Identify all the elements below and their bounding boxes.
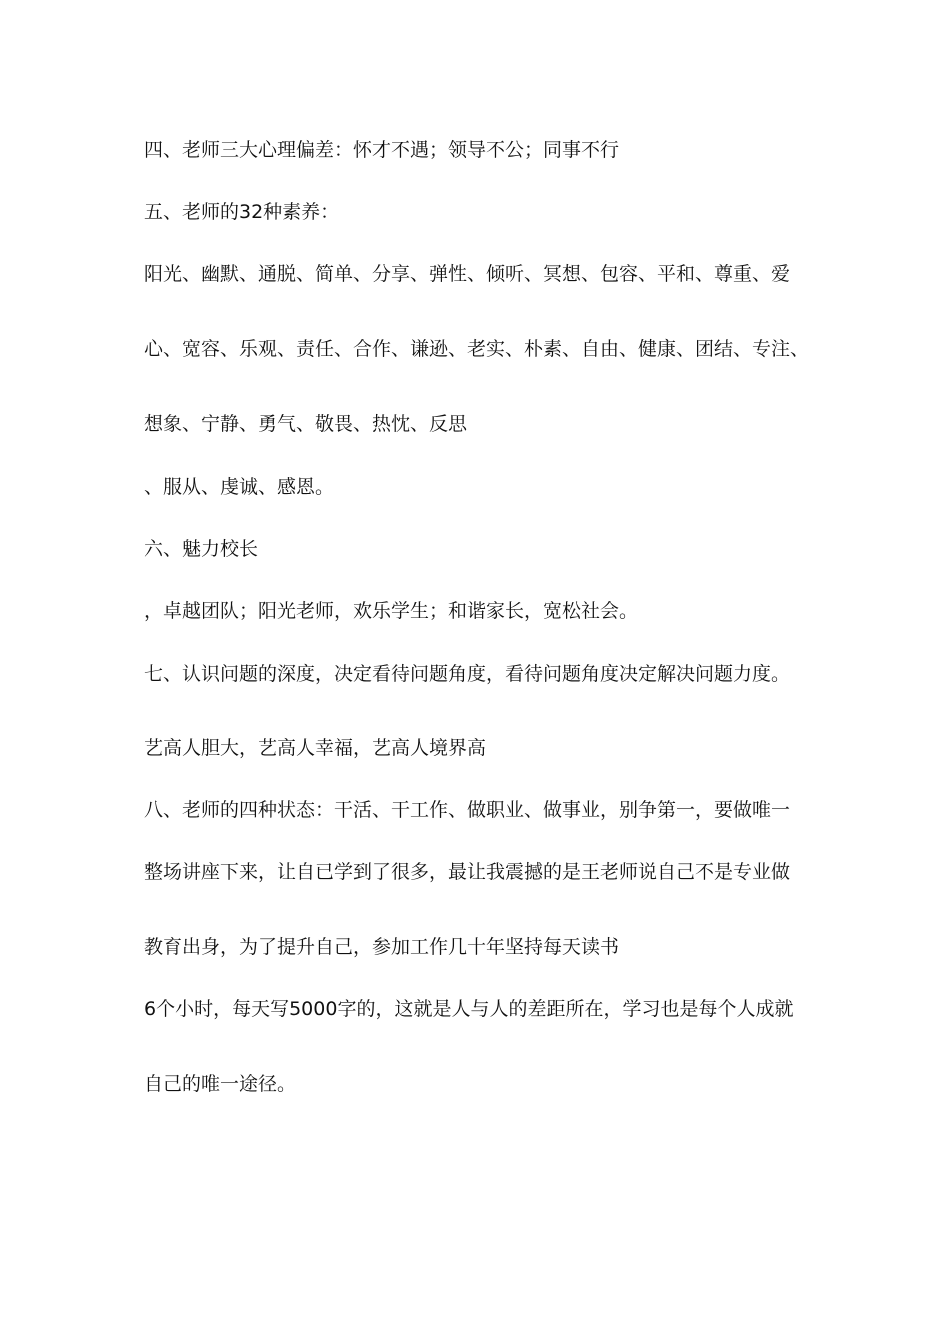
text-line-2: 五、老师的32种素养： xyxy=(144,201,340,223)
text-line-6: 、服从、虔诚、感恩。 xyxy=(144,476,335,498)
text-line-3: 阳光、幽默、通脱、简单、分享、弹性、倾听、冥想、包容、平和、尊重、爱 xyxy=(144,263,791,285)
text-line-15: 自己的唯一途径。 xyxy=(144,1073,297,1095)
text-line-10: 艺高人胆大，艺高人幸福，艺高人境界高 xyxy=(144,737,487,759)
text-line-7: 六、魅力校长 xyxy=(144,538,259,560)
text-line-4: 心、宽容、乐观、责任、合作、谦逊、老实、朴素、自由、健康、团结、专注、 xyxy=(144,338,810,360)
text-line-1: 四、老师三大心理偏差：怀才不遇；领导不公；同事不行 xyxy=(144,139,620,161)
text-line-8: ，卓越团队；阳光老师，欢乐学生；和谐家长，宽松社会。 xyxy=(144,600,639,622)
text-line-9: 七、认识问题的深度，决定看待问题角度，看待问题角度决定解决问题力度。 xyxy=(144,663,791,685)
text-line-14: 6个小时，每天写5000字的，这就是人与人的差距所在，学习也是每个人成就 xyxy=(144,998,794,1020)
text-line-12: 整场讲座下来，让自已学到了很多，最让我震撼的是王老师说自己不是专业做 xyxy=(144,861,791,883)
text-line-5: 想象、宁静、勇气、敬畏、热忱、反思 xyxy=(144,413,468,435)
text-line-11: 八、老师的四种状态：干活、干工作、做职业、做事业，别争第一，要做唯一 xyxy=(144,799,791,821)
text-line-13: 教育出身，为了提升自己，参加工作几十年坚持每天读书 xyxy=(144,936,620,958)
